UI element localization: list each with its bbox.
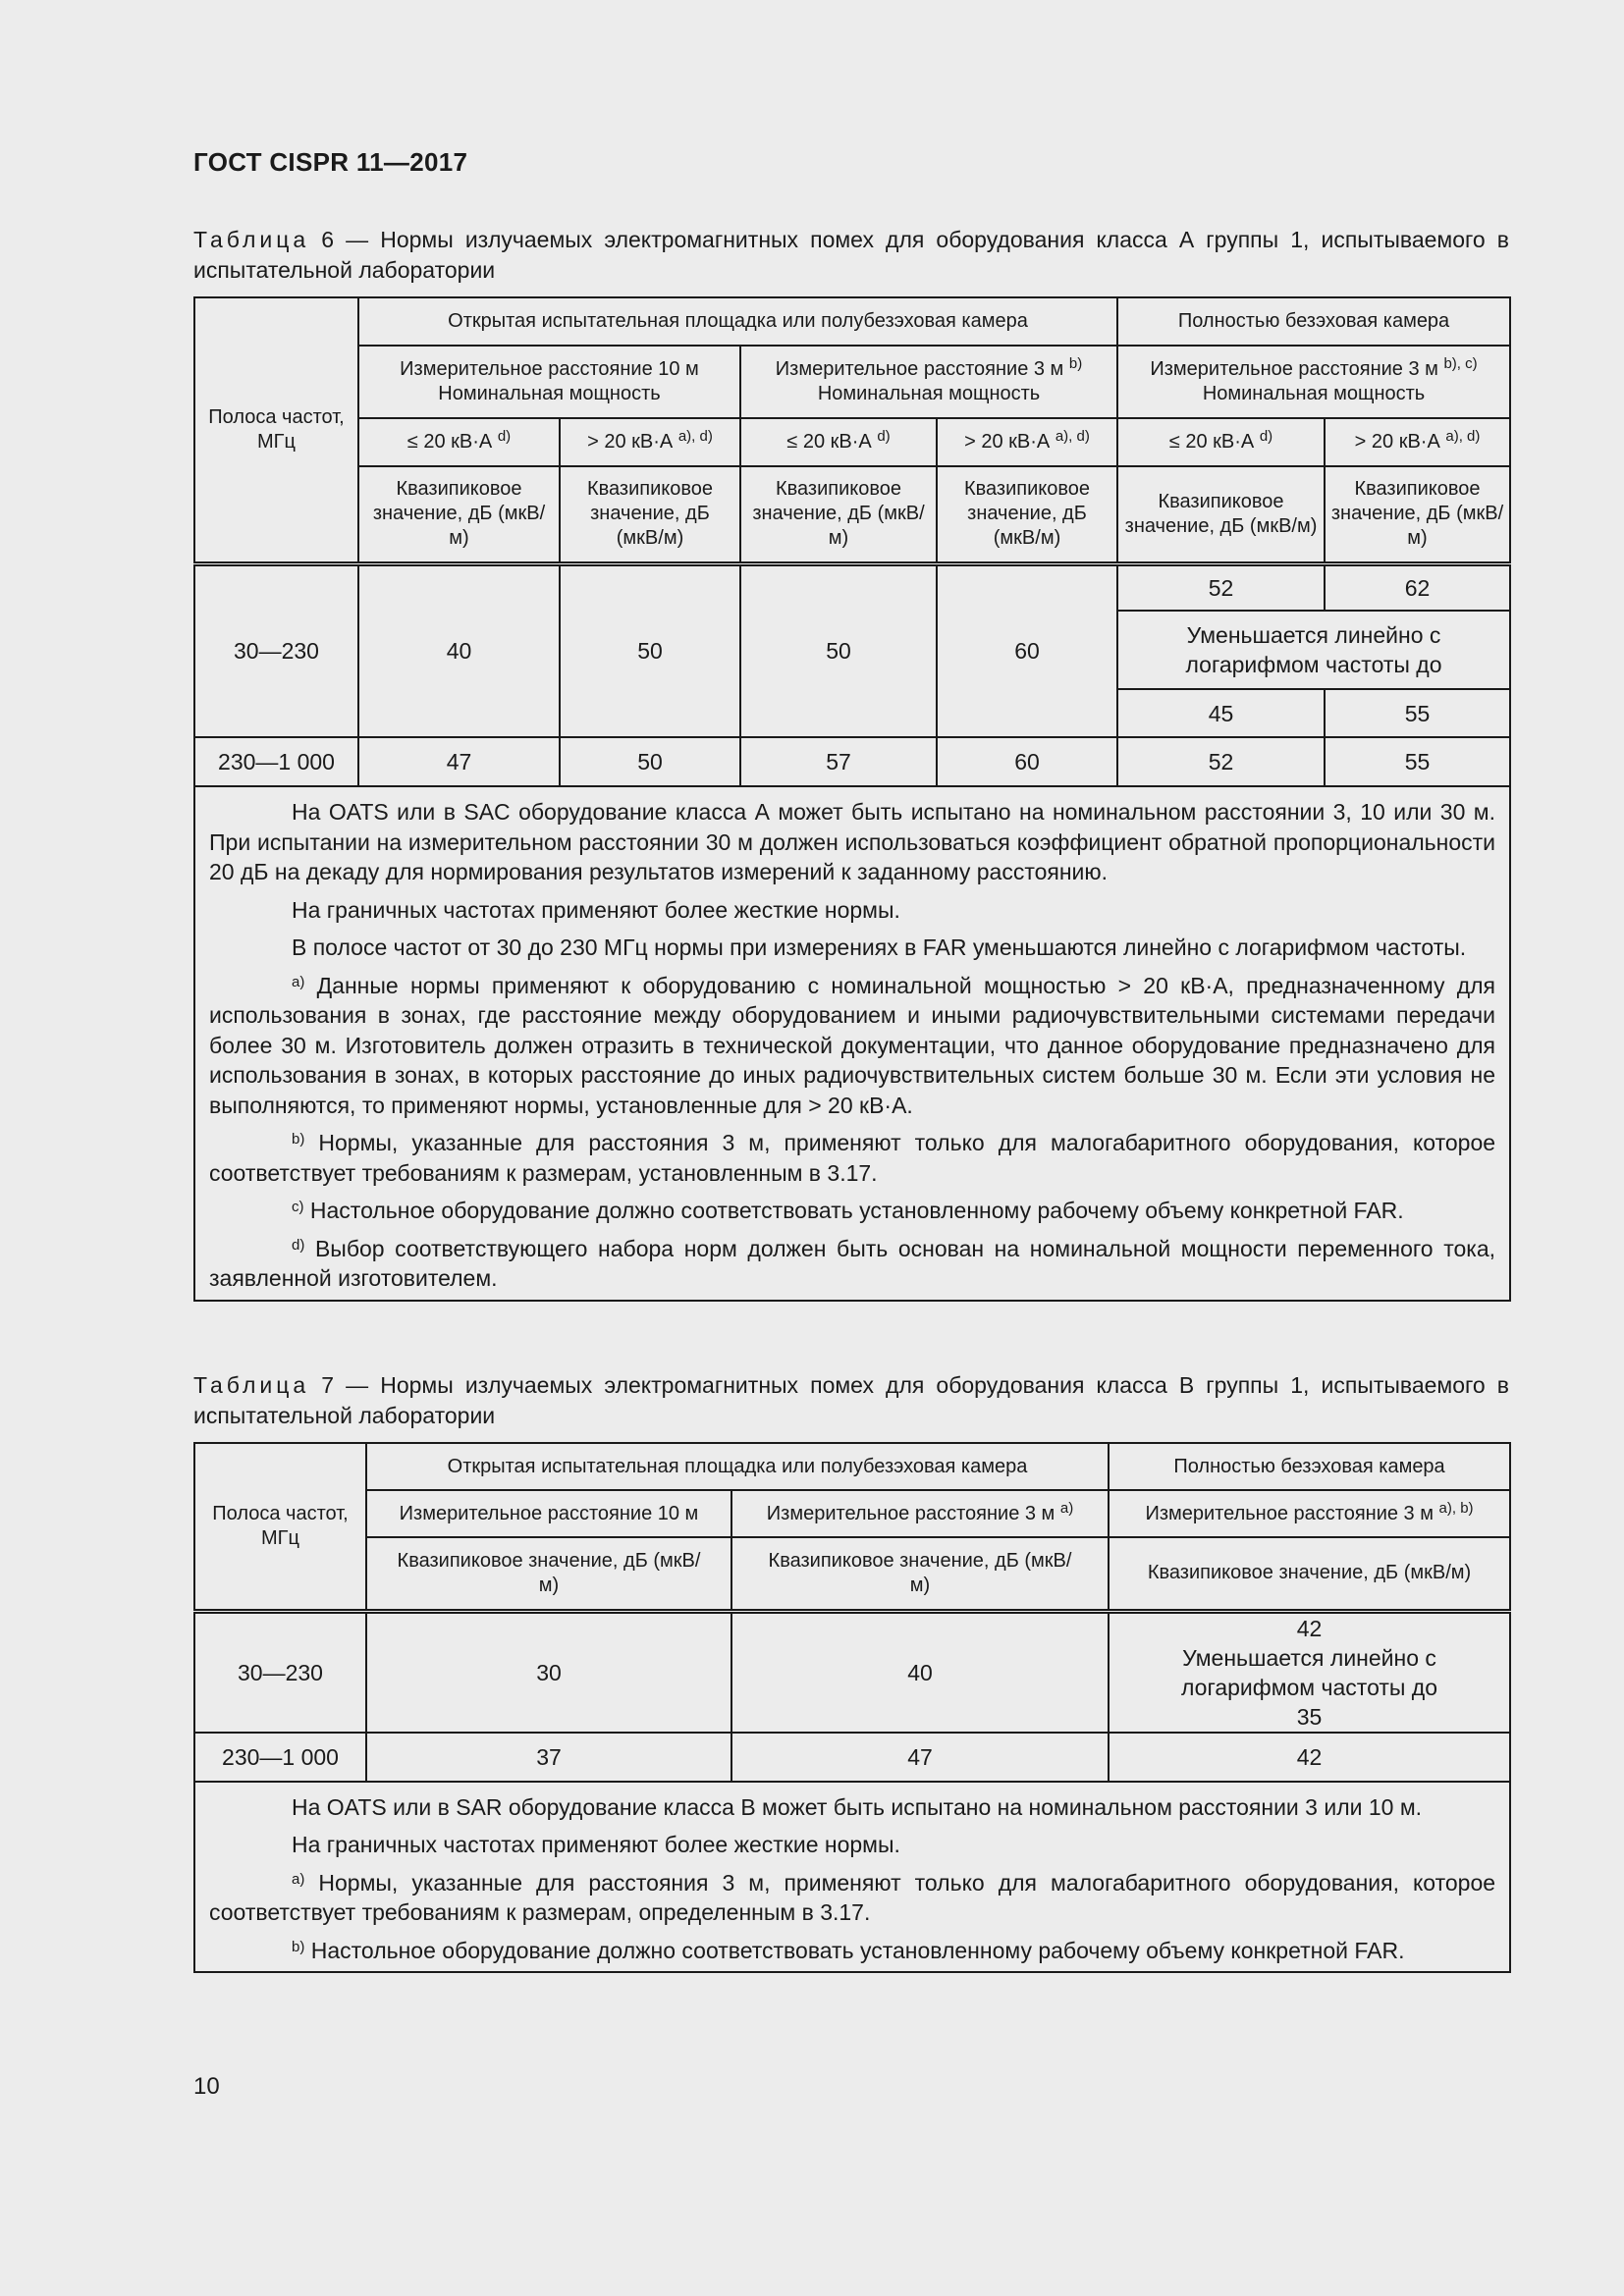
table6-power-gt: > 20 кВ·А $^{a), d)}$ xyxy=(1325,418,1510,466)
table-cell: 50 xyxy=(560,563,740,737)
table6-group-oats: Открытая испытательная площадка или полубезэховая камера xyxy=(358,297,1117,346)
document-code: ГОСТ CISPR 11—2017 xyxy=(193,147,468,177)
table7-footnote-b: $^{b)}$ Настольное оборудование должно соответствовать установленному рабочему объему конкретной FAR. xyxy=(292,1937,1405,1963)
table6-qp-header: Квазипиковое значение, дБ (мкВ/м) xyxy=(1325,466,1510,563)
table-cell: 45 xyxy=(1117,689,1325,737)
table7-qp-header: Квазипиковое значение, дБ (мкВ/м) xyxy=(366,1537,731,1611)
table7-notes xyxy=(194,1782,1510,1973)
table6-row2-band: 230—1 000 xyxy=(194,737,358,786)
page-number: 10 xyxy=(193,2073,220,2100)
table-cell: 37 xyxy=(366,1733,731,1782)
table7-far-3m-header: Измерительное расстояние 3 м $^{a), b)}$ xyxy=(1109,1490,1510,1537)
table6-qp-header: Квазипиковое значение, дБ (мкВ/м) xyxy=(560,466,740,563)
table-cell: 55 xyxy=(1325,689,1510,737)
table-cell: 42 xyxy=(1109,1733,1510,1782)
table7-qp-header: Квазипиковое значение, дБ (мкВ/м) xyxy=(731,1537,1109,1611)
table6-footnote-c: $^{c)}$ Настольное оборудование должно соответствовать установленному рабочему объему конкретной FAR. xyxy=(292,1198,1404,1223)
table7-far-decrease-note: Уменьшается линейно с логарифмом частоты до 35 xyxy=(1181,1644,1438,1730)
table6-note: На граничных частотах применяют более жесткие нормы. xyxy=(292,896,900,923)
footnote-ref: a) xyxy=(1059,1499,1074,1517)
table7 xyxy=(193,1442,1511,1973)
table-cell: 55 xyxy=(1325,737,1510,786)
table6-caption-text: 6 — Нормы излучаемых электромагнитных помех для оборудования класса А группы 1, испытываемого в испытательной лаборатории xyxy=(193,227,1509,283)
table7-caption-label: Таблица xyxy=(193,1372,310,1398)
footnote-ref: b) xyxy=(1068,355,1083,372)
table7-row2-band: 230—1 000 xyxy=(194,1733,366,1782)
table-cell: 47 xyxy=(731,1733,1109,1782)
table6-qp-header: Квазипиковое значение, дБ (мкВ/м) xyxy=(937,466,1117,563)
table6-row1-band: 30—230 xyxy=(194,563,358,737)
table7-row1-band: 30—230 xyxy=(194,1611,366,1733)
table6-nominal-power-label: Номинальная мощность xyxy=(438,383,661,404)
table6-power-le: ≤ 20 кВ·А $^{d)}$ xyxy=(1117,418,1325,466)
table6-power-le: ≤ 20 кВ·А $^{d)}$ xyxy=(740,418,937,466)
footnote-ref: a), d) xyxy=(677,428,713,445)
table6-qp-header: Квазипиковое значение, дБ (мкВ/м) xyxy=(358,466,560,563)
table6-footnote-a: $^{a)}$ Данные нормы применяют к оборудованию с номинальной мощностью > 20 кВ·А, предназначенному для использования в зонах, где расстояние между оборудованием и иными радиочувствительными системами передачи более 30 м. Изготовитель должен отразить в технической документации, что данное оборудование предназначено для использования в зонах, в которых расстояние до иных радиочувствительных систем больше 30 м. Если эти условия не выполняются, то применяют нормы, установленные для > 20 кВ·А. xyxy=(209,972,1496,1118)
table-cell: 40 xyxy=(731,1611,1109,1733)
table6-oats-3m-header xyxy=(740,346,1117,418)
table6-power-gt: > 20 кВ·А $^{a), d)}$ xyxy=(560,418,740,466)
table6-far-decrease-note: Уменьшается линейно с логарифмом частоты до xyxy=(1117,611,1510,689)
table6-note: На OATS или в SAC оборудование класса А может быть испытано на номинальном расстоянии 3, 10 или 30 м. При испытании на измерительном расстоянии 30 м должен использоваться коэффициент обратной пропорциональности 20 дБ на декаду для нормирования результатов измерений к заданному расстоянию. xyxy=(209,799,1496,884)
table6-footnote-d: $^{d)}$ Выбор соответствующего набора норм должен быть основан на номинальной мощности переменного тока, заявленной изготовителем. xyxy=(209,1235,1496,1291)
table-cell: 52 xyxy=(1117,563,1325,611)
table7-note: На граничных частотах применяют более жесткие нормы. xyxy=(292,1832,900,1857)
table6-far-3m-header xyxy=(1117,346,1510,418)
table7-note: На OATS или в SAR оборудование класса В может быть испытано на номинальном расстоянии 3 или 10 м. xyxy=(292,1793,1423,1820)
footnote-ref: a), d) xyxy=(1445,428,1481,445)
table7-footnote-a: $^{a)}$ Нормы, указанные для расстояния 3 м, применяют только для малогабаритного оборудования, которое соответствует требованиям к размерам, определенным в 3.17. xyxy=(209,1869,1496,1925)
table6-nominal-power-label: Номинальная мощность xyxy=(1202,383,1426,404)
footnote-ref: a), d) xyxy=(1055,428,1090,445)
table6-dist3-label: Измерительное расстояние 3 м xyxy=(775,358,1064,380)
table-cell: 40 xyxy=(358,563,560,737)
footnote-ref: a), b) xyxy=(1438,1499,1474,1517)
table6-qp-header: Квазипиковое значение, дБ (мкВ/м) xyxy=(1117,466,1325,563)
table-cell: 52 xyxy=(1117,737,1325,786)
table6-group-far: Полностью безэховая камера xyxy=(1117,297,1510,346)
table7-dist10-label: Измерительное расстояние 10 м xyxy=(366,1490,731,1537)
table-cell: 30 xyxy=(366,1611,731,1733)
table6-band-header: Полоса частот, МГц xyxy=(194,297,358,563)
table6-notes xyxy=(194,786,1510,1301)
table7-group-far: Полностью безэховая камера xyxy=(1109,1443,1510,1490)
table6-nominal-power-label: Номинальная мощность xyxy=(817,383,1041,404)
table7-caption-text: 7 — Нормы излучаемых электромагнитных помех для оборудования класса В группы 1, испытываемого в испытательной лаборатории xyxy=(193,1372,1509,1428)
table6-power-gt: > 20 кВ·А $^{a), d)}$ xyxy=(937,418,1117,466)
table7-band-header: Полоса частот, МГц xyxy=(194,1443,366,1611)
table-cell: 42 xyxy=(1296,1615,1323,1641)
table6-oats-10m-header xyxy=(358,346,740,418)
footnote-ref: d) xyxy=(1259,428,1273,445)
footnote-ref: d) xyxy=(877,428,891,445)
table6-note: В полосе частот от 30 до 230 МГц нормы при измерениях в FAR уменьшаются линейно с логарифмом частоты. xyxy=(292,934,1467,960)
table-cell: 50 xyxy=(740,563,937,737)
table7-caption xyxy=(193,1370,1509,1431)
table-cell: 62 xyxy=(1325,563,1510,611)
table7-far-cell xyxy=(1109,1611,1510,1733)
table6 xyxy=(193,296,1511,1302)
table6-power-le: ≤ 20 кВ·А $^{d)}$ xyxy=(358,418,560,466)
table6-dist10-label: Измерительное расстояние 10 м xyxy=(400,358,699,380)
table7-group-oats: Открытая испытательная площадка или полубезэховая камера xyxy=(366,1443,1109,1490)
table-cell: 60 xyxy=(937,563,1117,737)
table6-qp-header: Квазипиковое значение, дБ (мкВ/м) xyxy=(740,466,937,563)
table6-caption xyxy=(193,225,1509,286)
footnote-ref: b), c) xyxy=(1443,355,1478,372)
table7-qp-header: Квазипиковое значение, дБ (мкВ/м) xyxy=(1109,1537,1510,1611)
table-cell: 47 xyxy=(358,737,560,786)
table6-caption-label: Таблица xyxy=(193,227,310,252)
footnote-ref: d) xyxy=(497,428,512,445)
table-cell: 60 xyxy=(937,737,1117,786)
table6-dist3-label: Измерительное расстояние 3 м xyxy=(1150,358,1438,380)
table-cell: 57 xyxy=(740,737,937,786)
table-cell: 50 xyxy=(560,737,740,786)
table6-footnote-b: $^{b)}$ Нормы, указанные для расстояния 3 м, применяют только для малогабаритного оборудования, которое соответствует требованиям к размерам, установленным в 3.17. xyxy=(209,1130,1496,1186)
table7-oats-3m-header: Измерительное расстояние 3 м $^{a)}$ xyxy=(731,1490,1109,1537)
